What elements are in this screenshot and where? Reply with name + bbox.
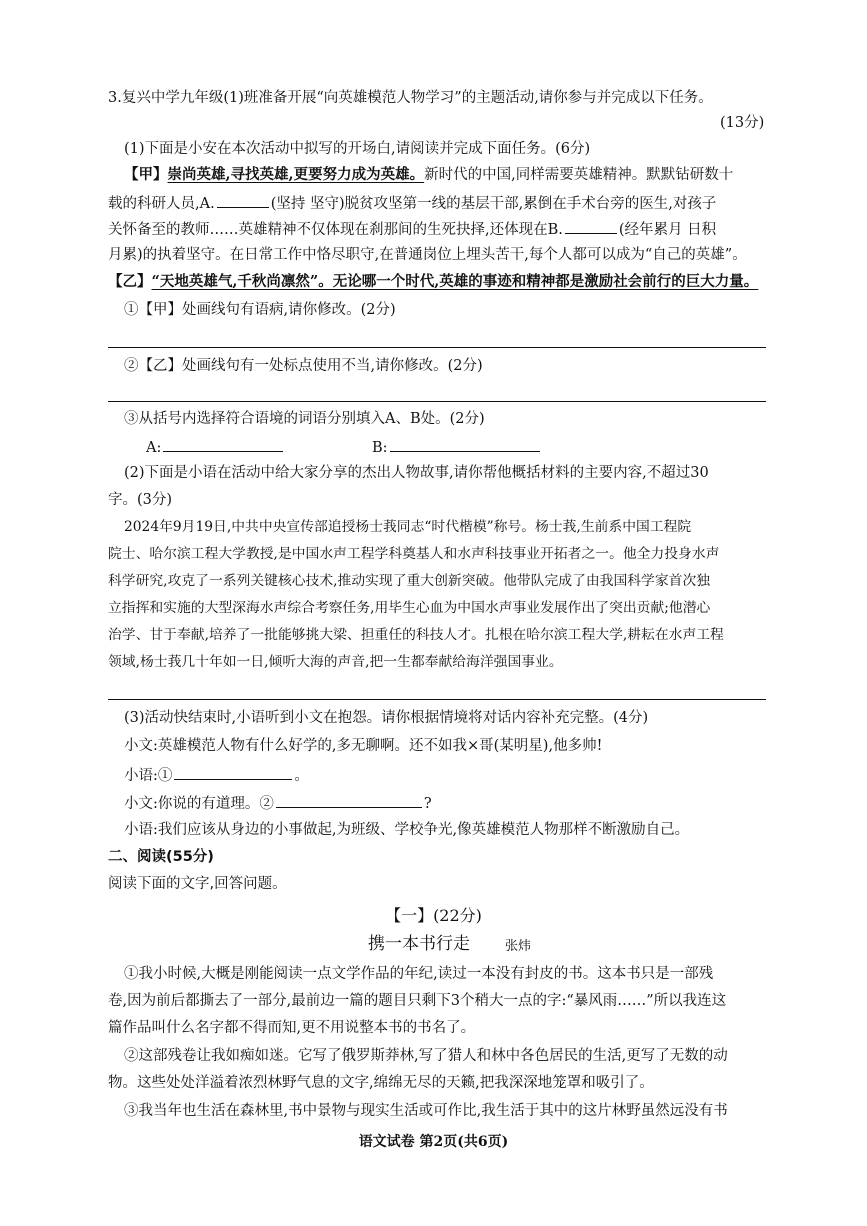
yi-line — [108, 272, 758, 292]
article-para-2-line-1: ②这部残卷让我如痴如迷。它写了俄罗斯莽林,写了猎人和林中各色居民的生活,更写了无数的动 — [124, 1048, 728, 1064]
jia-underlined-sentence: 崇尚英雄,寻找英雄,更要努力成为英雄。 — [167, 166, 425, 183]
article-para-1-line-3: 篇作品叫什么名字都不得而知,更不用说整本书的书名了。 — [108, 1020, 476, 1036]
answer-b — [372, 436, 542, 458]
jia-line-3 — [108, 218, 716, 240]
dialogue-xiaoyu-2: 小语:我们应该从身边的小事做起,为班级、学校争光,像英雄模范人物那样不断激励自己。 — [124, 822, 690, 838]
xiaowen-2-prefix: 小文:你说的有道理。② — [124, 796, 274, 812]
sub-question-1: ①【甲】处画线句有语病,请你修改。(2分) — [124, 302, 396, 318]
choice-a-text: (坚持 坚守)脱贫攻坚第一线的基层干部,累倒在手术台旁的医生,对孩子 — [270, 196, 717, 212]
xiaoyu-1-prefix: 小语:① — [124, 768, 173, 784]
answer-b-blank[interactable] — [390, 436, 540, 452]
q3-part1-task: (1)下面是小安在本次活动中拟写的开场白,请阅读并完成下面任务。(6分) — [124, 141, 591, 157]
material-line-6: 领域,杨士莪几十年如一日,倾听大海的声音,把一生都奉献给海洋强国事业。 — [108, 654, 563, 670]
dialogue-xiaoyu-1 — [124, 764, 309, 786]
part-one-title: 【一】(22分) — [385, 906, 482, 925]
answer-a-label: A: — [146, 440, 162, 456]
material-line-3: 科学研究,攻克了一系列关键核心技术,推动实现了重大创新突破。他带队完成了由我国科学家首次独 — [108, 573, 711, 589]
page-footer: 语文试卷 第2页(共6页) — [358, 1134, 509, 1150]
q3-part2-task-line-2: 字。(3分) — [108, 492, 173, 508]
jia-line-4: 月累)的执着坚守。在日常工作中恪尽职守,在普通岗位上埋头苦干,每个人都可以成为“自己的英雄”。 — [108, 247, 747, 263]
answer-a — [146, 436, 285, 458]
q3-part2-task-line-1: (2)下面是小语在活动中给大家分享的杰出人物故事,请你帮他概括材料的主要内容,不超过30 — [124, 465, 709, 481]
article-author: 张炜 — [505, 939, 532, 954]
article-title: 携一本书行走 — [368, 934, 470, 954]
xiaoyu-1-end: 。 — [294, 768, 309, 784]
answer-line-1[interactable] — [108, 347, 766, 348]
q3-header: 3.复兴中学九年级(1)班准备开展“向英雄模范人物学习”的主题活动,请你参与并完成以下任务。 — [108, 90, 713, 106]
answer-line-2[interactable] — [108, 401, 766, 402]
material-line-5: 治学、甘于奉献,培养了一批能够挑大梁、担重任的科技人才。扎根在哈尔滨工程大学,耕耘在水声工程 — [108, 627, 724, 643]
section-2-instruction: 阅读下面的文字,回答问题。 — [108, 876, 287, 892]
yi-label: 【乙】 — [108, 273, 152, 290]
section-2-heading: 二、阅读(55分) — [108, 849, 214, 865]
jia-line-3-text: 关怀备至的教师……英雄精神不仅体现在刹那间的生死抉择,还体现在B. — [108, 222, 563, 238]
jia-line-2-text: 载的科研人员,A. — [108, 196, 215, 212]
blank-a[interactable] — [217, 192, 269, 208]
answer-a-blank[interactable] — [163, 436, 283, 452]
material-line-1: 2024年9月19日,中共中央宣传部追授杨士莪同志“时代楷模”称号。杨士莪,生前系中国工程院 — [124, 519, 692, 535]
article-para-3-line-1: ③我当年也生活在森林里,书中景物与现实生活或可作比,我生活于其中的这片林野虽然远没有书 — [124, 1103, 728, 1119]
q3-part3-task: (3)活动快结束时,小语听到小文在抱怨。请你根据情境将对话内容补充完整。(4分) — [124, 710, 649, 726]
answer-line-summary[interactable] — [108, 699, 766, 700]
sub-question-3: ③从括号内选择符合语境的词语分别填入A、B处。(2分) — [124, 411, 485, 427]
blank-b[interactable] — [565, 218, 617, 234]
answer-b-label: B: — [372, 440, 388, 456]
xiaowen-2-end: ? — [423, 796, 432, 812]
jia-label: 【甲】 — [124, 166, 168, 183]
jia-line-1-rest: 新时代的中国,同样需要英雄精神。默默钻研数十 — [424, 167, 734, 183]
jia-line-1 — [124, 165, 733, 185]
blank-2[interactable] — [276, 792, 422, 808]
article-para-1-line-1: ①我小时候,大概是刚能阅读一点文学作品的年纪,读过一本没有封皮的书。这本书只是一部残 — [124, 966, 714, 982]
dialogue-xiaowen-2 — [124, 792, 432, 814]
jia-line-2 — [108, 192, 716, 214]
material-line-4: 立指挥和实施的大型深海水声综合考察任务,用毕生心血为中国水声事业发展作出了突出贡献;他潜心 — [108, 600, 711, 616]
material-line-2: 院士、哈尔滨工程大学教授,是中国水声工程学科奠基人和水声科技事业开拓者之一。他全力投身水声 — [108, 546, 720, 562]
dialogue-xiaowen-1: 小文:英雄模范人物有什么好学的,多无聊啊。还不如我×哥(某明星),他多帅! — [124, 738, 603, 754]
sub-question-2: ②【乙】处画线句有一处标点使用不当,请你修改。(2分) — [124, 358, 483, 374]
article-para-1-line-2: 卷,因为前后都撕去了一部分,最前边一篇的题目只剩下3个稍大一点的字:“暴风雨……”所以我连这 — [108, 993, 727, 1009]
article-para-2-line-2: 物。这些处处洋溢着浓烈林野气息的文字,绵绵无尽的天籁,把我深深地笼罩和吸引了。 — [108, 1075, 654, 1091]
yi-underlined-sentence: “天地英雄气,千秋尚凛然”。无论哪一个时代,英雄的事迹和精神都是激励社会前行的巨大力量。 — [151, 273, 759, 290]
blank-1[interactable] — [174, 764, 292, 780]
choice-b-text: (经年累月 日积 — [618, 222, 717, 238]
q3-score: (13分) — [720, 115, 765, 131]
